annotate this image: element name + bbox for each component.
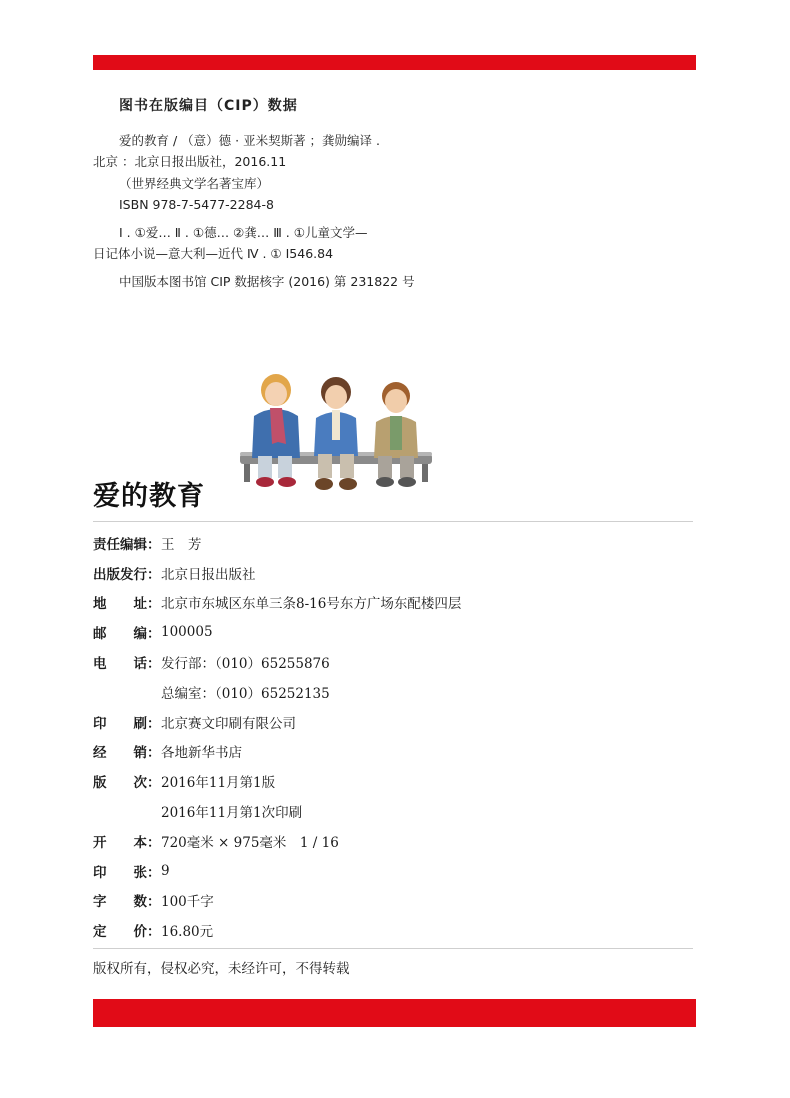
info-row-address xyxy=(93,588,461,618)
info-value: 2016年11月第1次印刷 xyxy=(161,805,303,822)
info-value: 王 芳 xyxy=(161,536,202,553)
cip-line: 爱的教育 / （意）德 · 亚米契斯著 ；龚勋编译 . xyxy=(119,132,380,148)
book-title: 爱的教育 xyxy=(93,481,205,512)
info-row-phone-2 xyxy=(93,677,461,707)
info-value: 9 xyxy=(161,862,170,879)
info-row-distributor xyxy=(93,737,461,767)
info-row-format xyxy=(93,826,461,856)
info-label: 邮 编 ： xyxy=(93,626,161,643)
info-label: 地 址 ： xyxy=(93,596,161,613)
info-label: 印 张 ： xyxy=(93,864,161,881)
info-value: 北京赛文印刷有限公司 xyxy=(161,715,296,732)
info-value: 100千字 xyxy=(161,894,214,911)
bottom-red-bar xyxy=(93,999,696,1027)
info-row-price xyxy=(93,915,461,945)
info-label: 印 刷 ： xyxy=(93,715,161,732)
info-row-postcode xyxy=(93,617,461,647)
info-label: 版 次 ： xyxy=(93,775,161,792)
info-value: 各地新华书店 xyxy=(161,745,242,762)
cip-line: 北京 ：北京日报出版社，2016.11 xyxy=(93,154,287,169)
info-label: 出版发行 ： xyxy=(93,566,161,583)
info-row-phone xyxy=(93,647,461,677)
info-label: 开 本 ： xyxy=(93,834,161,851)
info-label: 电 话 ： xyxy=(93,656,161,673)
info-row-edition xyxy=(93,766,461,796)
info-value: 16.80元 xyxy=(161,924,214,941)
divider xyxy=(93,521,693,522)
cip-line: ISBN 978-7-5477-2284-8 xyxy=(119,197,274,212)
info-row-edition-2 xyxy=(93,796,461,826)
info-label: 经 销 ： xyxy=(93,745,161,762)
three-children-on-bench-illustration xyxy=(236,372,436,504)
top-red-bar xyxy=(93,55,696,70)
cip-line: 中国版本图书馆 CIP 数据核字 (2016) 第 231822 号 xyxy=(119,273,415,289)
info-value: 北京日报出版社 xyxy=(161,566,256,583)
info-row-words xyxy=(93,886,461,916)
divider xyxy=(93,948,693,949)
publication-info xyxy=(93,528,461,945)
info-value: 100005 xyxy=(161,624,213,641)
cip-line: （世界经典文学名著宝库） xyxy=(119,175,270,191)
cip-line: 日记体小说—意大利—近代 Ⅳ . ① I546.84 xyxy=(93,246,334,261)
info-label: 字 数 ： xyxy=(93,894,161,911)
info-label: 责任编辑 ： xyxy=(93,536,161,553)
cip-line: Ⅰ . ①爱… Ⅱ . ①德… ②龚… Ⅲ . ①儿童文学— xyxy=(119,224,368,240)
info-value: 2016年11月第1版 xyxy=(161,775,276,792)
cip-block xyxy=(93,96,513,292)
info-row-editor xyxy=(93,528,461,558)
cip-title: 图书在版编目（CIP）数据 xyxy=(119,98,298,114)
info-value: 北京市东城区东单三条8-16号东方广场东配楼四层 xyxy=(161,596,462,613)
info-value: 总编室：（010）65252135 xyxy=(161,685,330,702)
info-row-printer xyxy=(93,707,461,737)
info-value: 发行部：（010）65255876 xyxy=(161,656,330,673)
info-label: 定 价 ： xyxy=(93,924,161,941)
info-row-sheets xyxy=(93,856,461,886)
copyright-notice: 版权所有，侵权必究，未经许可，不得转载 xyxy=(93,961,350,977)
info-row-publisher xyxy=(93,558,461,588)
info-value: 720毫米 × 975毫米 1 / 16 xyxy=(161,834,339,851)
